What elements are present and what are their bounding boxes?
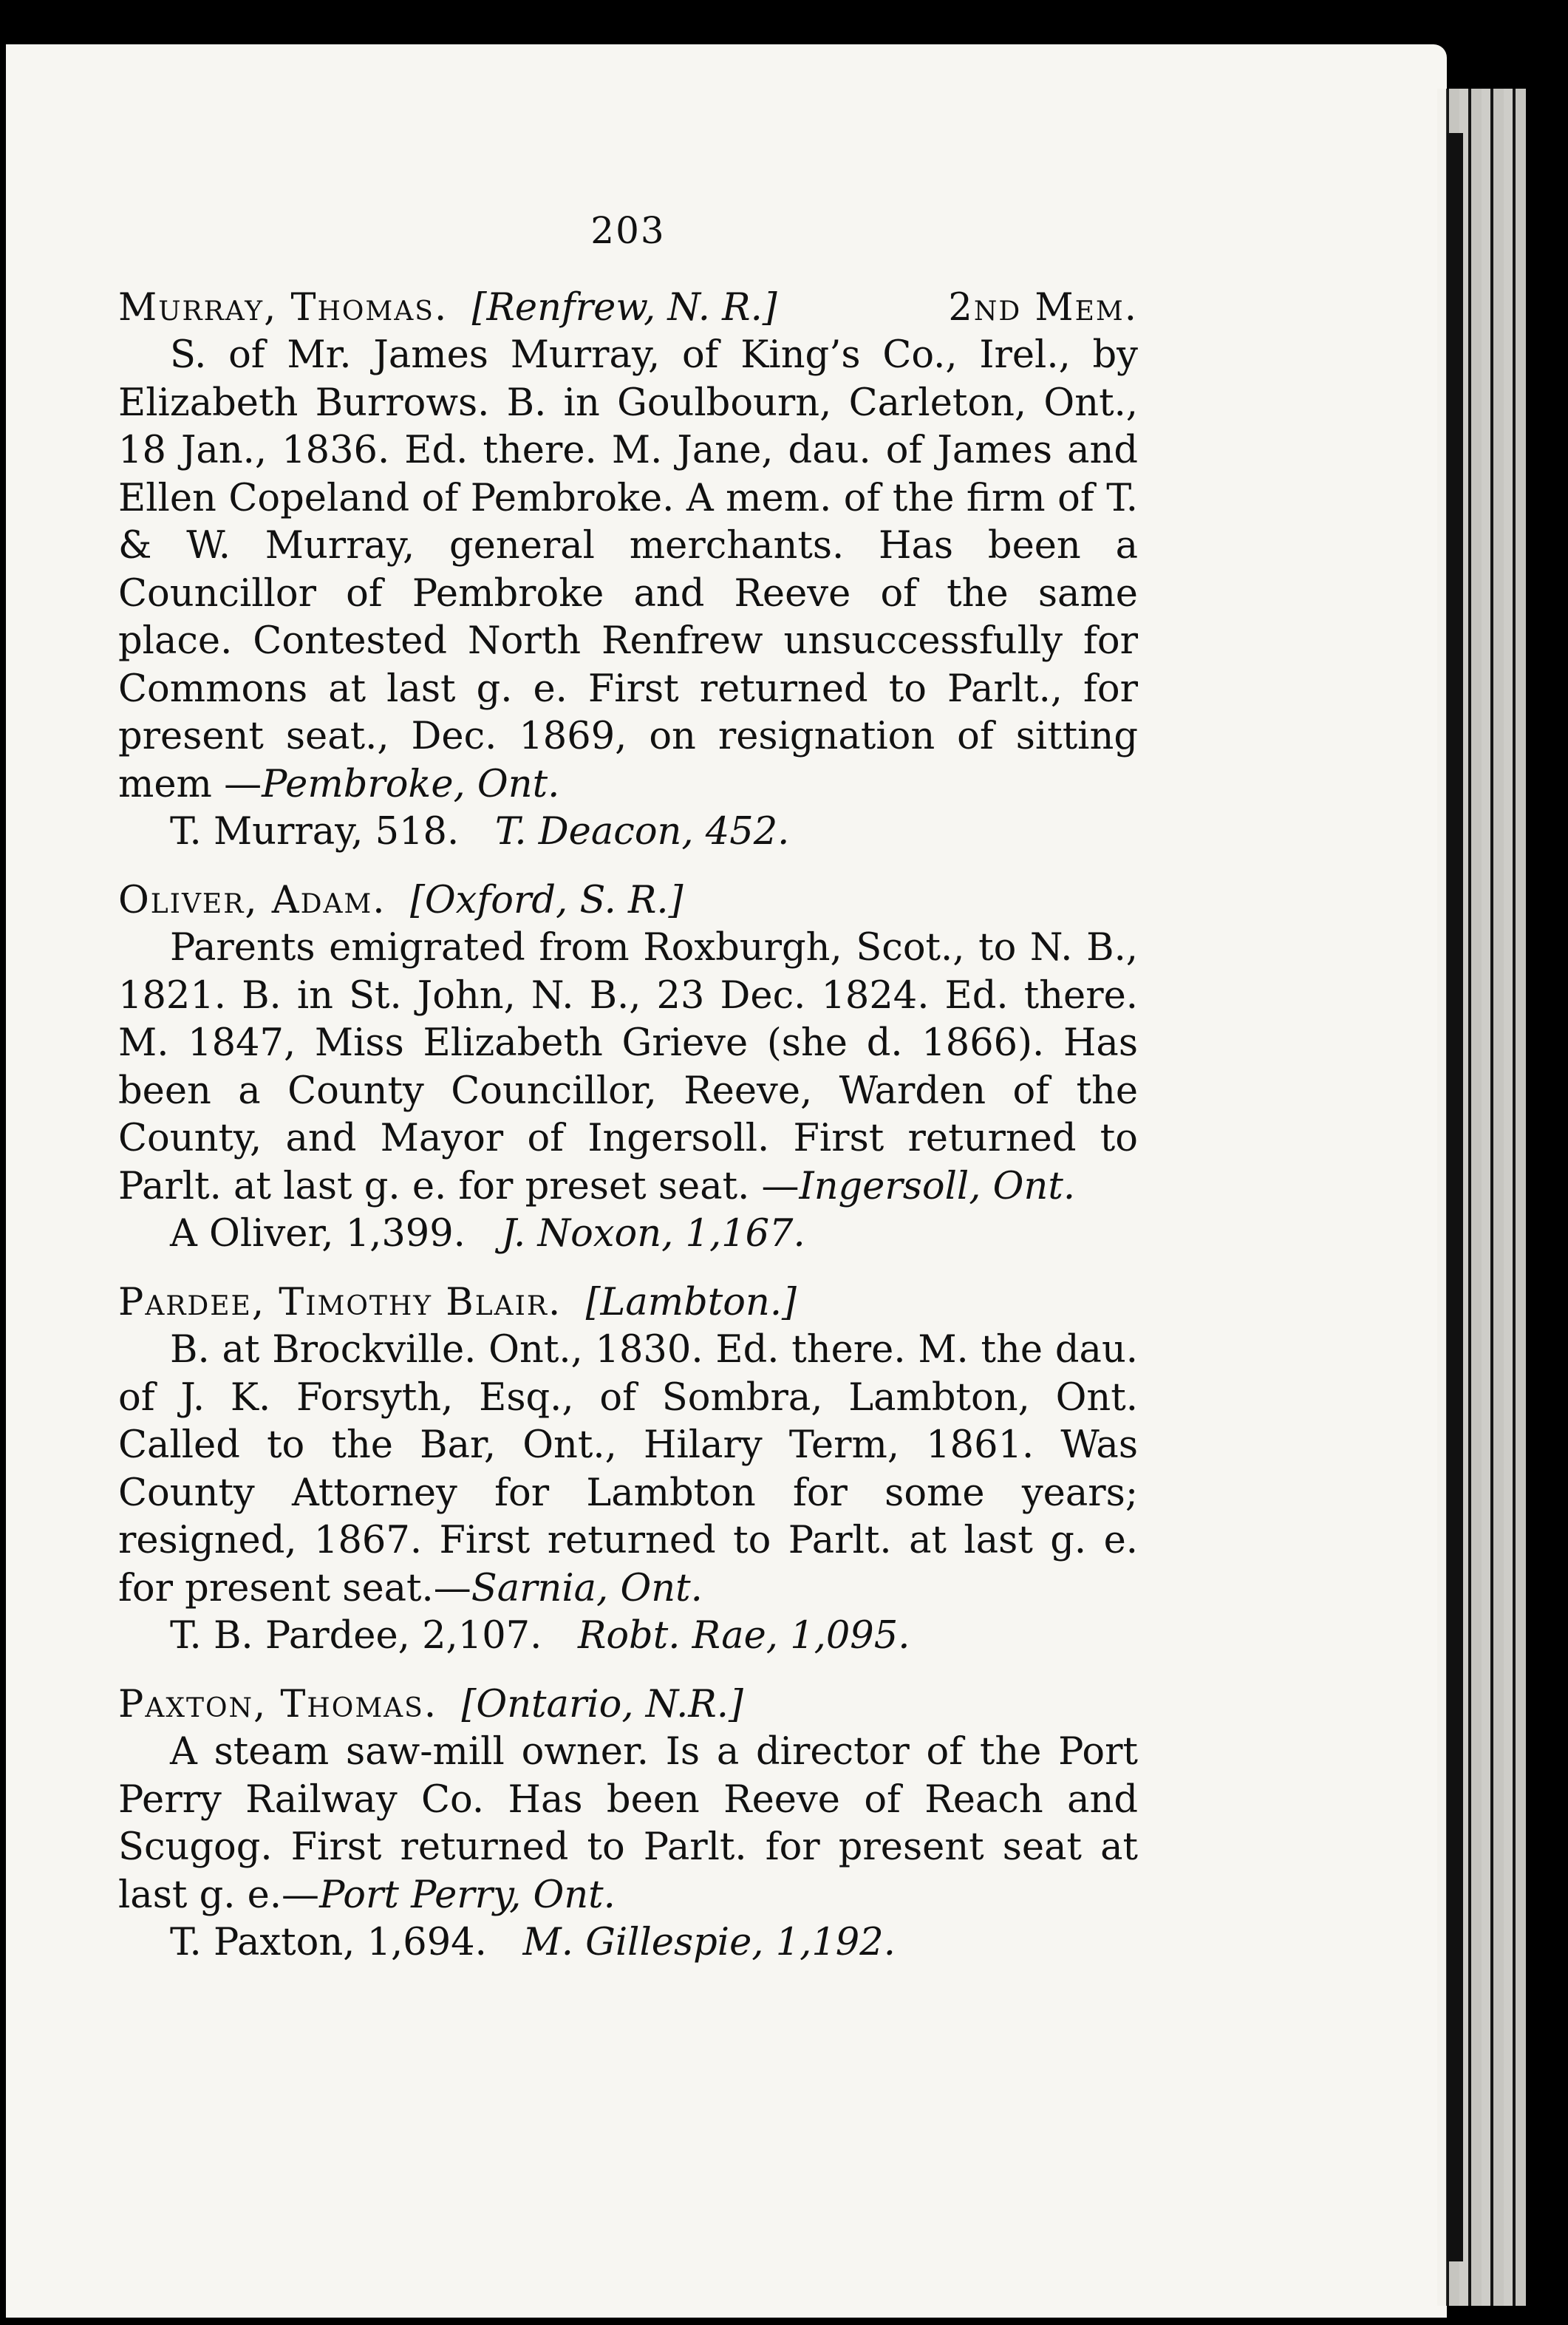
- entry-name: Pardee, Timothy Blair.: [118, 1280, 562, 1324]
- opponent-vote: Robt. Rae, 1,095.: [577, 1614, 910, 1658]
- entry-name: Murray, Thomas.: [118, 285, 449, 330]
- entry-name: Oliver, Adam.: [118, 878, 386, 922]
- winner-vote: T. Murray, 518.: [170, 810, 460, 854]
- entry-vote: [170, 809, 1138, 857]
- entry-bio-text: A steam saw-mill owner. Is a director of the Port Perry Railway Co. Has been Reeve of Reach and Scugog. First returned to Parlt. for present seat at last g. e.—: [118, 1730, 1138, 1917]
- binding-edge: [1447, 133, 1463, 2261]
- entry-constituency: [Oxford, S. R.]: [409, 878, 684, 922]
- entry-heading: [118, 877, 1138, 925]
- entry-heading: [118, 285, 1138, 333]
- opponent-vote: T. Deacon, 452.: [494, 810, 790, 854]
- entry-bio-text: B. at Brockville. Ont., 1830. Ed. there. M. the dau. of J. K. Forsyth, Esq., of Sombra, Lambton, Ont. Called to the Bar, Ont., Hilary Term, 1861. Was County Attorney for Lambton for some years; resigned, 1867. First returned to Parlt. at last g. e. for present seat.—: [118, 1328, 1138, 1610]
- entry-bio: [118, 1729, 1138, 1919]
- entry-paxton: [118, 1681, 1138, 1967]
- entry-bio: [118, 332, 1138, 809]
- page-text: [118, 207, 1138, 1988]
- entry-bio-text: S. of Mr. James Murray, of King’s Co., Irel., by Elizabeth Burrows. B. in Goulbourn, Carleton, Ont., 18 Jan., 1836. Ed. there. M. Jane, dau. of James and Ellen Copeland of Pembroke. A mem. of the firm of T. & W. Murray, general merchants. Has been a Councillor of Pembroke and Reeve of the same place. Contested North Renfrew unsuccessfully for Commons at last g. e. First returned to Parlt., for present seat., Dec. 1869, on resignation of sitting mem —: [118, 333, 1138, 806]
- opponent-vote: M. Gillespie, 1,192.: [522, 1921, 896, 1964]
- page-number: 203: [590, 209, 666, 252]
- entry-bio: [118, 925, 1138, 1211]
- entry-residence: Pembroke, Ont.: [262, 762, 560, 806]
- winner-vote: A Oliver, 1,399.: [170, 1212, 466, 1256]
- entry-residence: Sarnia, Ont.: [471, 1566, 703, 1610]
- entry-pardee: [118, 1279, 1138, 1661]
- entry-constituency: [Renfrew, N. R.]: [471, 285, 777, 330]
- entry-oliver: [118, 877, 1138, 1259]
- entry-bio-text: Parents emigrated from Roxburgh, Scot., to N. B., 1821. B. in St. John, N. B., 23 Dec. 1824. Ed. there. M. 1847, Miss Elizabeth Grieve (she d. 1866). Has been a County Councillor, Reeve, Warden of the County, and Mayor of Ingersoll. First returned to Parlt. at last g. e. for preset seat. —: [118, 926, 1138, 1208]
- entry-vote: [170, 1211, 1138, 1259]
- entry-constituency: [Lambton.]: [585, 1280, 797, 1324]
- entry-name: Paxton, Thomas.: [118, 1682, 438, 1726]
- entry-murray: [118, 285, 1138, 857]
- entry-constituency: [Ontario, N.R.]: [461, 1682, 743, 1726]
- entry-bio: [118, 1327, 1138, 1613]
- entry-vote: [170, 1919, 1138, 1967]
- entry-heading: [118, 1681, 1138, 1729]
- entry-vote: [170, 1613, 1138, 1661]
- entry-residence: Port Perry, Ont.: [319, 1873, 616, 1917]
- opponent-vote: J. Noxon, 1,167.: [501, 1212, 805, 1256]
- entry-residence: Ingersoll, Ont.: [799, 1164, 1076, 1208]
- winner-vote: T. B. Pardee, 2,107.: [170, 1614, 542, 1658]
- entry-heading: [118, 1279, 1138, 1327]
- winner-vote: T. Paxton, 1,694.: [170, 1921, 487, 1964]
- entry-note: 2nd Mem.: [948, 285, 1138, 330]
